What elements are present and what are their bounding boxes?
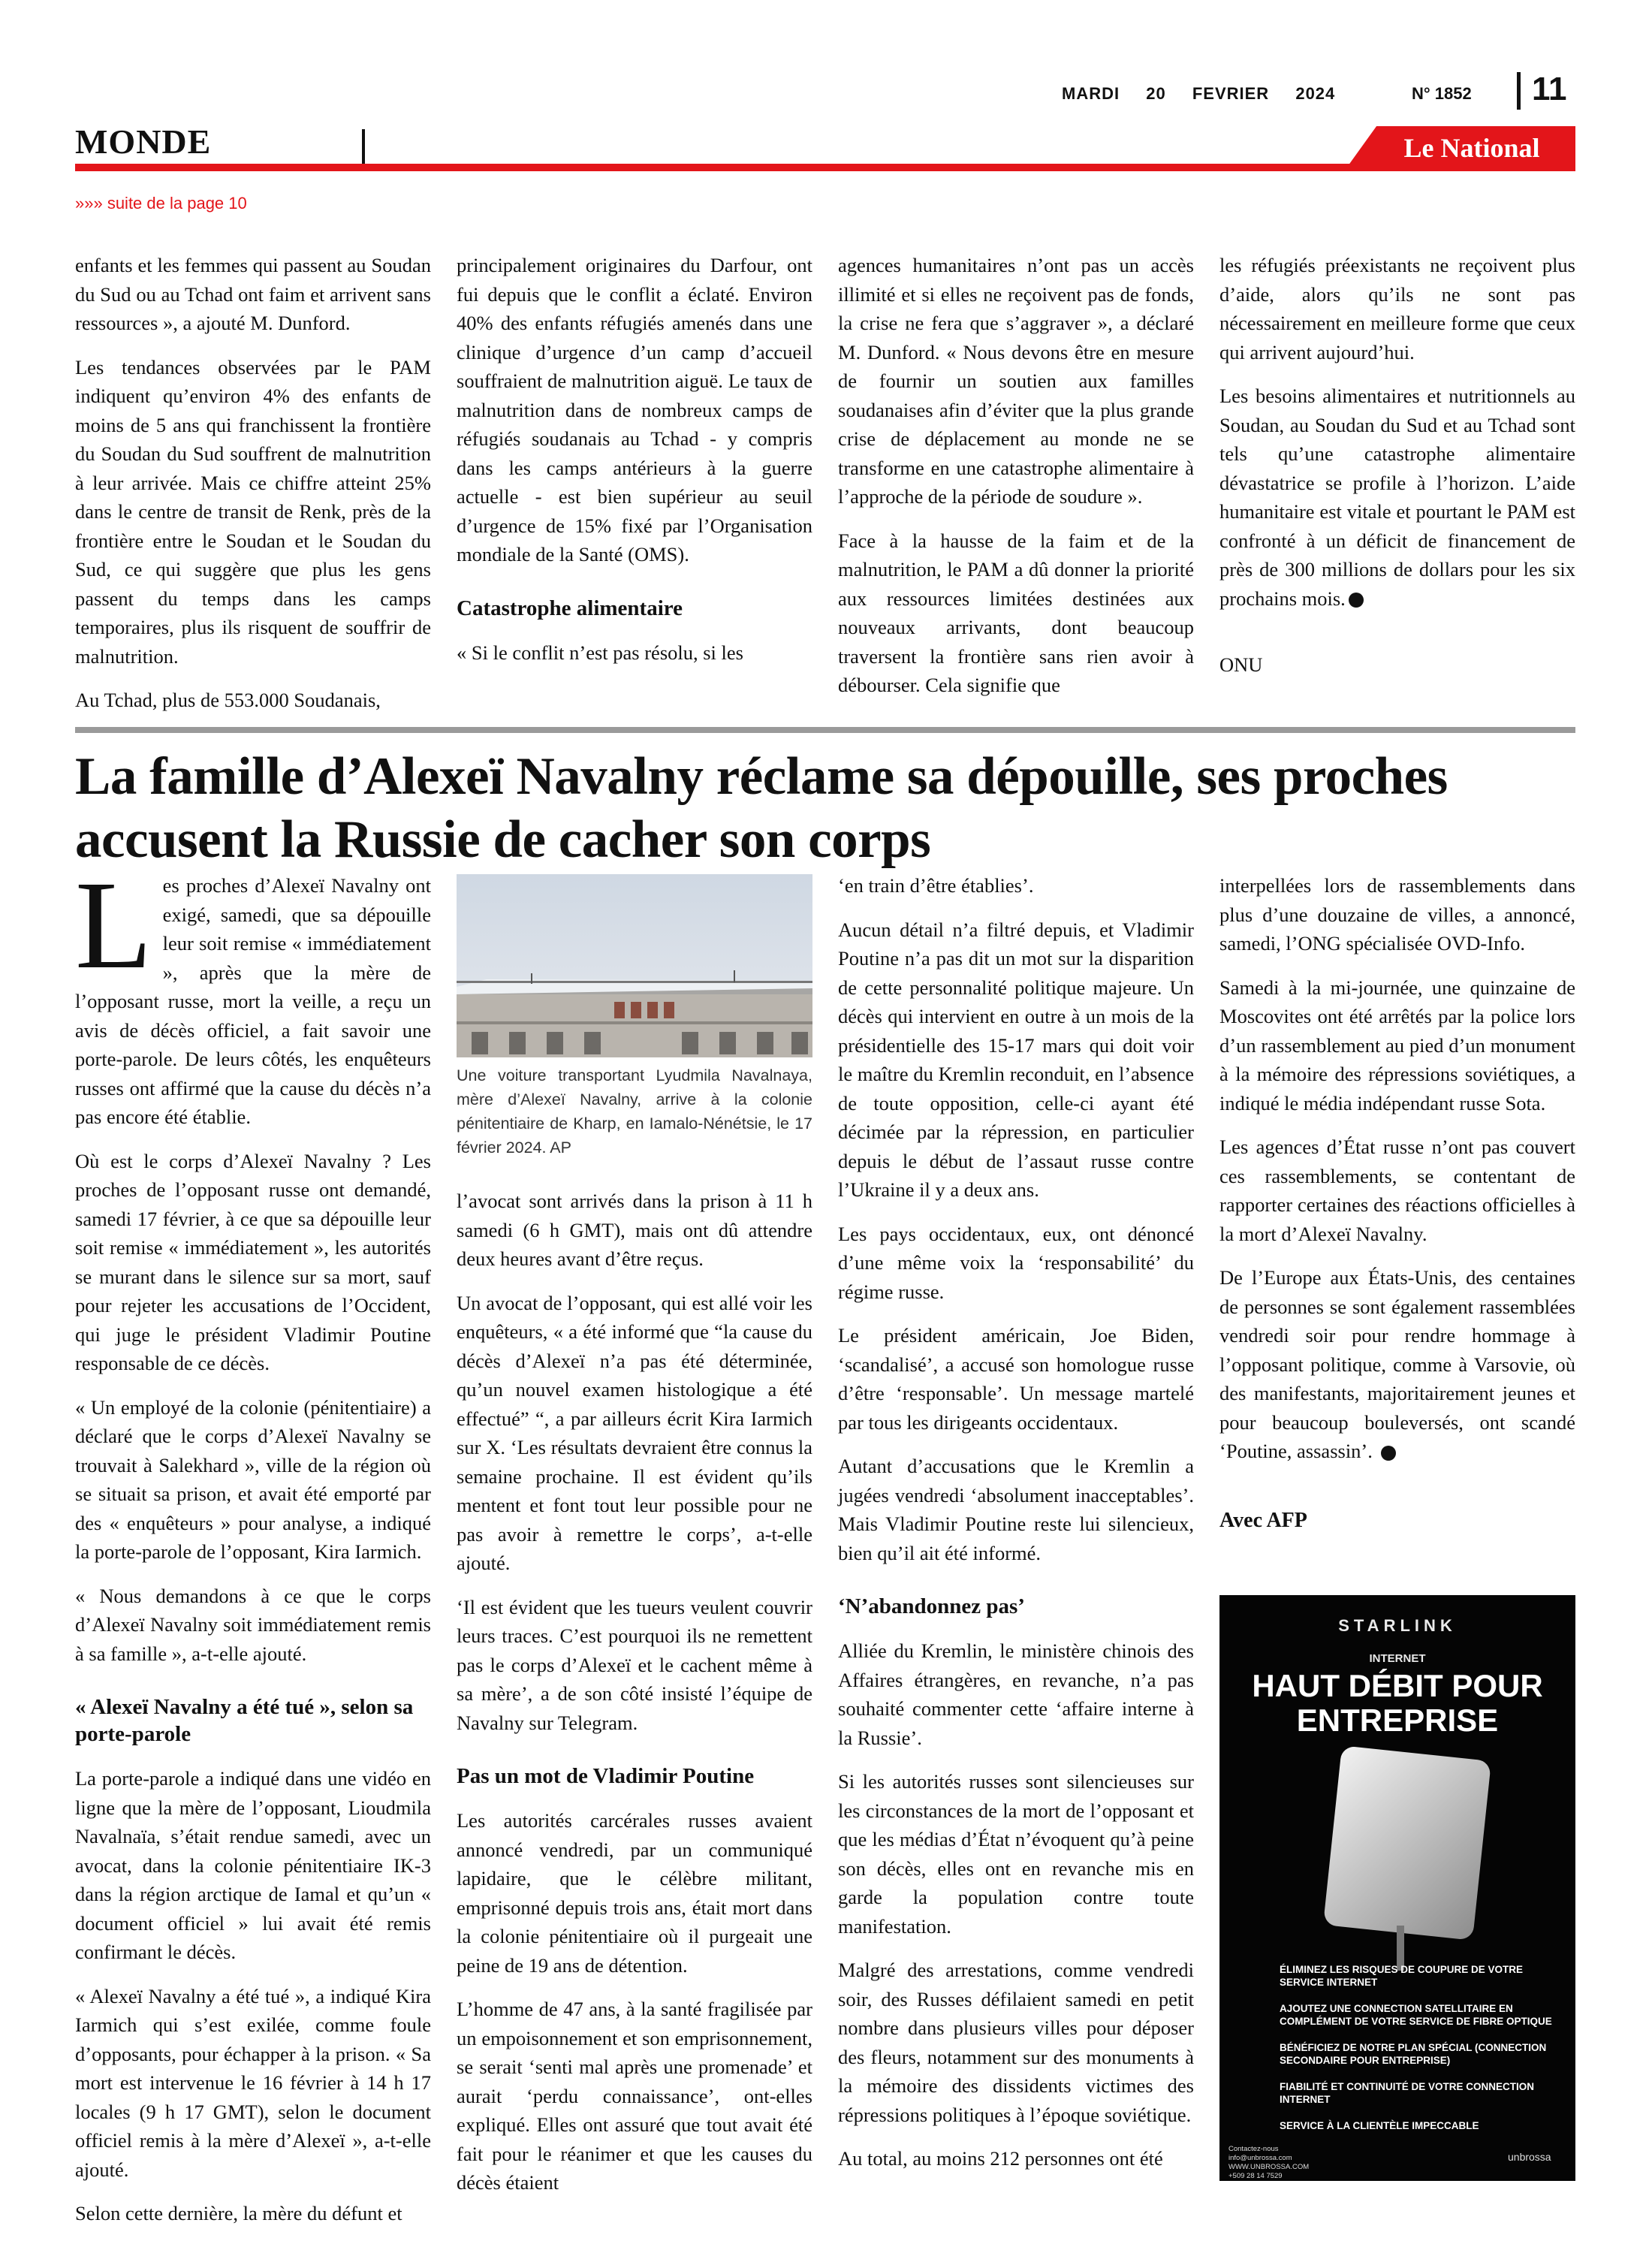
paragraph: agences humanitaires n’ont pas un accès illimité et si elles ne reçoivent pas de fonds, la crise ne fera que s’aggraver », a déclaré M. Dunford. « Nous devons être en mesure de fournir un soutien aux familles soudanaises afin d’éviter que la plus grande crise de déplacement au monde ne se transforme en une catastrophe alimentaire à l’approche de la période de soudure ». <box>838 254 1194 508</box>
subheading: « Alexeï Navalny a été tué », selon sa porte-parole <box>75 1695 414 1746</box>
ad-feature: BÉNÉFICIEZ DE NOTRE PLAN SPÉCIAL (CONNECTION SECONDAIRE POUR ENTREPRISE) <box>1280 2042 1547 2066</box>
date-line <box>1062 84 1356 104</box>
article-credit: ONU <box>1219 653 1263 676</box>
subheading: ‘N’abandonnez pas’ <box>838 1594 1025 1618</box>
paragraph: interpellées lors de rassemblements dans plus d’une douzaine de villes, a annoncé, samedi, l’ONG spécialisée OVD-Info. <box>1219 874 1575 955</box>
ad-phone: +509 28 14 7529 <box>1228 2172 1283 2180</box>
paragraph: « Nous demandons à ce que le corps d’Alexeï Navalny soit immédiatement remis à sa famille », a-t-elle ajouté. <box>75 1584 431 1665</box>
photo-caption: Une voiture transportant Lyudmila Navalnaya, mère d’Alexeï Navalny, arrive à la colonie pénitentiaire de Kharp, en Iamalo-Nénétsie, le 17 février 2024. AP <box>457 1066 812 1157</box>
paragraph: Où est le corps d’Alexeï Navalny ? Les proches de l’opposant russe ont demandé, samedi 17 février, à ce que sa dépouille leur soit remise « immédiatement », les autorités se murant dans le silence sur sa mort, sauf pour rejeter les accusations de l’Occident, qui juge le président Vladimir Poutine responsable de ce décès. <box>75 1149 431 1374</box>
page-number-divider <box>1517 72 1521 110</box>
paragraph: Malgré des arrestations, comme vendredi soir, des Russes défilaient samedi en petit nombre dans plusieurs villes pour déposer des fleurs, notamment sur des monuments à la mémoire des dissidents victimes des répressions politiques à l’époque soviétique. <box>838 1959 1194 2126</box>
paragraph: principalement originaires du Darfour, ont fui depuis que le conflit a éclaté. Environ 40% des enfants réfugiés amenés dans une clinique d’urgence d’un camp d’accueil souffraient de malnutrition aiguë. Le taux de malnutrition dans de nombreux camps de réfugiés soudanais au Tchad - y compris dans les camps antérieurs à la guerre actuelle - est bien supérieur au seuil d’urgence de 15% fixé par l’Organisation mondiale de la Santé (OMS). <box>457 254 812 566</box>
year: 2024 <box>1295 84 1336 103</box>
paragraph: Alliée du Kremlin, le ministère chinois des Affaires étrangères, en revanche, n’a pas souhaité commenter cette ‘affaire interne à la Russie’. <box>838 1639 1194 1749</box>
paragraph: Un avocat de l’opposant, qui est allé voir les enquêteurs, « a été informé que “la cause du décès d’Alexeï n’a pas été déterminée, qu’un nouvel examen histologique a été effectué” “, a par ailleurs écrit Kira Iarmich sur X. ‘Les résultats devraient être connus la semaine prochaine. Il est évident qu’ils mentent et font tout leur possible pour ne pas avoir à remettre le corps’, a-t-elle ajouté. <box>457 1291 812 1574</box>
continued-from: »»» suite de la page 10 <box>75 194 247 213</box>
section-divider <box>362 129 365 164</box>
ad-brand: STARLINK <box>1338 1616 1457 1635</box>
paragraph: Samedi à la mi-journée, une quinzaine de Moscovites ont été arrêtés par la police lors d’un rassemblement au pied d’un monument à la mémoire des répressions soviétiques, a indiqué le média indépendant russe Sota. <box>1219 976 1575 1114</box>
top-article-column-4 <box>1219 251 1575 695</box>
lead-text: es proches d’Alexeï Navalny ont exigé, samedi, que sa dépouille leur soit remise « immédiatement », après que la mère de l’opposant russe, mort la veille, a reçu un avis de décès officiel, a fait savoir une porte-parole. De leurs côtés, les enquêteurs russes ont affirmé que la cause du décès n’a pas encore été établie. <box>75 874 431 1128</box>
main-article-column-3 <box>838 871 1194 2188</box>
advertiser-logo: unbrossa <box>1508 2151 1551 2163</box>
main-article-column-4 <box>1219 871 1575 1535</box>
ad-subtitle: INTERNET <box>1369 1652 1426 1665</box>
paragraph-text: De l’Europe aux États-Unis, des centaines de personnes se sont également rassemblées vendredi soir pour rendre hommage à l’opposant politique, comme à Varsovie, où des manifestants, majoritairement jeunes et pour beaucoup bouleversés, ont scandé ‘Poutine, assassin’. <box>1219 1266 1575 1462</box>
paragraph: « Alexeï Navalny a été tué », a indiqué Kira Iarmich qui s’est exilée, comme foule d’opposants, pour échapper à la prison. « Sa mort est intervenue le 16 février à 14 h 17 locales (9 h 17 GMT), selon le document officiel remis à la mère d’Alexeï », a-t-elle ajouté. <box>75 1984 431 2181</box>
subheading: Pas un mot de Vladimir Poutine <box>457 1764 755 1788</box>
ad-title <box>1219 1669 1575 1738</box>
paragraph: enfants et les femmes qui passent au Soudan du Sud ou au Tchad ont faim et arrivent sans ressources », a ajouté M. Dunford. <box>75 254 431 334</box>
paragraph: « Si le conflit n’est pas résolu, si les <box>457 641 743 664</box>
starlink-advertisement[interactable] <box>1219 1595 1575 2181</box>
ad-feature: ÉLIMINEZ LES RISQUES DE COUPURE DE VOTRE SERVICE INTERNET <box>1280 1964 1524 1988</box>
ad-feature: AJOUTEZ UNE CONNECTION SATELLITAIRE EN COMPLÉMENT DE VOTRE SERVICE DE FIBRE OPTIQUE <box>1280 2003 1552 2027</box>
section-title: MONDE <box>75 122 212 161</box>
paragraph: Au Tchad, plus de 553.000 Soudanais, <box>75 689 381 711</box>
subheading: Catastrophe alimentaire <box>457 596 683 620</box>
paragraph: Les pays occidentaux, eux, ont dénoncé d’une même voix la ‘responsabilité’ du régime russe. <box>838 1222 1194 1303</box>
month: FEVRIER <box>1192 84 1270 103</box>
end-mark-icon <box>1349 593 1364 608</box>
article-credit: Avec AFP <box>1219 1508 1307 1532</box>
prison-building-photo <box>457 874 812 1057</box>
ad-website[interactable]: WWW.UNBROSSA.COM <box>1228 2163 1310 2171</box>
paragraph: Si les autorités russes sont silencieuses sur les circonstances de la mort de l’opposant et que les médias d’État n’évoquent qu’à peine son décès, elles ont en revanche mis en garde la population contre toute manifestation. <box>838 1770 1194 1938</box>
page-number: 11 <box>1532 71 1567 107</box>
paragraph-text: Les besoins alimentaires et nutritionnels au Soudan, au Soudan du Sud et au Tchad sont tels qu’une catastrophe alimentaire dévastatrice se profile à l’horizon. L’aide humanitaire est vitale et pourtant le PAM est confronté à un déficit de financement de près de 300 millions de dollars pour les six prochains mois. <box>1219 385 1575 610</box>
paragraph <box>1219 382 1575 613</box>
ad-feature: SERVICE À LA CLIENTÈLE IMPECCABLE <box>1280 2120 1479 2131</box>
ad-contact <box>1228 2145 1424 2181</box>
ad-feature: FIABILITÉ ET CONTINUITÉ DE VOTRE CONNECTION INTERNET <box>1280 2081 1535 2105</box>
ad-title-line: HAUT DÉBIT POUR <box>1252 1668 1543 1703</box>
brand-name: Le National <box>1403 133 1540 163</box>
paragraph: Aucun détail n’a filtré depuis, et Vladimir Poutine n’a pas dit un mot sur la disparition de cette personnalité politique majeure. Un décès qui intervient en outre à un mois de la présidentielle des 15-17 mars qui doit voir le maître du Kremlin reconduit, en l’absence de toute opposition, celle-ci ayant été décimée par la répression, en particulier depuis le début de l’assaut russe contre l’Ukraine il y a deux ans. <box>838 918 1194 1201</box>
paragraph: Au total, au moins 212 personnes ont été <box>838 2147 1163 2170</box>
paragraph: Face à la hausse de la faim et de la malnutrition, le PAM a dû donner la priorité aux ressources limitées destinées aux nouveaux arrivants, dont beaucoup traversent la frontière sans rien avoir à débourser. Cela signifie que <box>838 529 1194 696</box>
drop-cap: L <box>75 855 152 995</box>
paragraph: Selon cette dernière, la mère du défunt et <box>75 2202 402 2224</box>
article-photo <box>457 874 812 1057</box>
paragraph: Les tendances observées par le PAM indiquent qu’environ 4% des enfants de moins de 5 ans qui franchissent la frontière du Soudan du Sud souffrent de malnutrition à leur arrivée. Mais ce chiffre atteint 25% dans le centre de transit de Renk, près de la frontière entre le Soudan et le Soudan du Sud, ce qui suggère que plus les gens passent du temps dans les camps temporaires, plus ils risquent de souffrir de malnutrition. <box>75 355 431 668</box>
article-divider <box>75 727 1575 733</box>
headline: La famille d’Alexeï Navalny réclame sa dépouille, ses proches accusent la Russie de cacher son corps <box>75 747 1448 869</box>
paragraph: La porte-parole a indiqué dans une vidéo en ligne que la mère de l’opposant, Lioudmila Navalnaïa, s’était rendue samedi, avec un avocat, dans la colonie pénitentiaire IK-3 dans la région arctique de Iamal et qu’un « document officiel » lui avait été remis confirmant le décès. <box>75 1767 431 1963</box>
paragraph: les réfugiés préexistants ne reçoivent plus d’aide, alors qu’ils ne sont pas nécessairement en meilleure forme que ceux qui arrivent aujourd’hui. <box>1219 254 1575 363</box>
ad-title-line: ENTREPRISE <box>1296 1703 1499 1738</box>
weekday: MARDI <box>1062 84 1120 103</box>
ad-email[interactable]: info@unbrossa.com <box>1228 2154 1292 2162</box>
paragraph <box>1219 1263 1575 1466</box>
paragraph: Le président américain, Joe Biden, ‘scandalisé’, a accusé son homologue russe d’être ‘responsable’. Un message martelé par tous les dirigeants occidentaux. <box>838 1324 1194 1434</box>
paragraph: Les autorités carcérales russes avaient annoncé vendredi, par un communiqué lapidaire, que le célèbre militant, emprisonné depuis trois ans, était mort dans la colonie pénitentiaire où il purgeait une peine de 19 ans de détention. <box>457 1809 812 1977</box>
main-article-column-1 <box>75 855 431 2243</box>
main-article-column-2 <box>457 1187 812 2212</box>
top-article-column-2 <box>457 251 812 682</box>
top-article-column-3 <box>838 251 1194 715</box>
satellite-dish-icon <box>1219 1745 1575 1971</box>
ad-features-list <box>1280 1963 1565 2146</box>
paragraph: l’avocat sont arrivés dans la prison à 11 h samedi (6 h GMT), mais ont dû attendre deux heures avant d’être reçus. <box>457 1190 812 1270</box>
paragraph: Autant d’accusations que le Kremlin a jugées vendredi ‘absolument inacceptables’. Mais Vladimir Poutine reste lui silencieux, bien qu’il ait été informé. <box>838 1455 1194 1564</box>
paragraph: ‘en train d’être établies’. <box>838 874 1034 897</box>
end-mark-icon <box>1381 1446 1396 1461</box>
paragraph: ‘Il est évident que les tueurs veulent couvrir leurs traces. C’est pourquoi ils ne remettent pas le corps d’Alexeï et le cachent même à sa mère’, a de son côté insisté l’équipe de Navalny sur Telegram. <box>457 1595 812 1734</box>
top-article-column-1 <box>75 251 431 730</box>
day: 20 <box>1146 84 1166 103</box>
paragraph: Les agences d’État russe n’ont pas couvert ces rassemblements, se contentant de rapporter certaines des réactions officielles à la mort d’Alexeï Navalny. <box>1219 1136 1575 1245</box>
issue-number: N° 1852 <box>1412 84 1472 103</box>
lead-paragraph <box>75 855 431 1132</box>
paragraph: L’homme de 47 ans, à la santé fragilisée par un empoisonnement et son emprisonnement, se serait ‘senti mal après une promenade’ et aurait ‘perdu connaissance’, ont-elles expliqué. Elles ont assuré que tout avait été fait pour le réanimer et que les causes du décès étaient <box>457 1998 812 2194</box>
ad-contact-label: Contactez-nous <box>1228 2145 1279 2153</box>
paragraph: « Un employé de la colonie (pénitentiaire) a déclaré que le corps d’Alexeï Navalny se trouvait à Salekhard », ville de la région où se situait sa prison, et avait été emporté par des « enquêteurs » pour analyse, a indiqué la porte-parole de l’opposant, Kira Iarmich. <box>75 1395 431 1563</box>
